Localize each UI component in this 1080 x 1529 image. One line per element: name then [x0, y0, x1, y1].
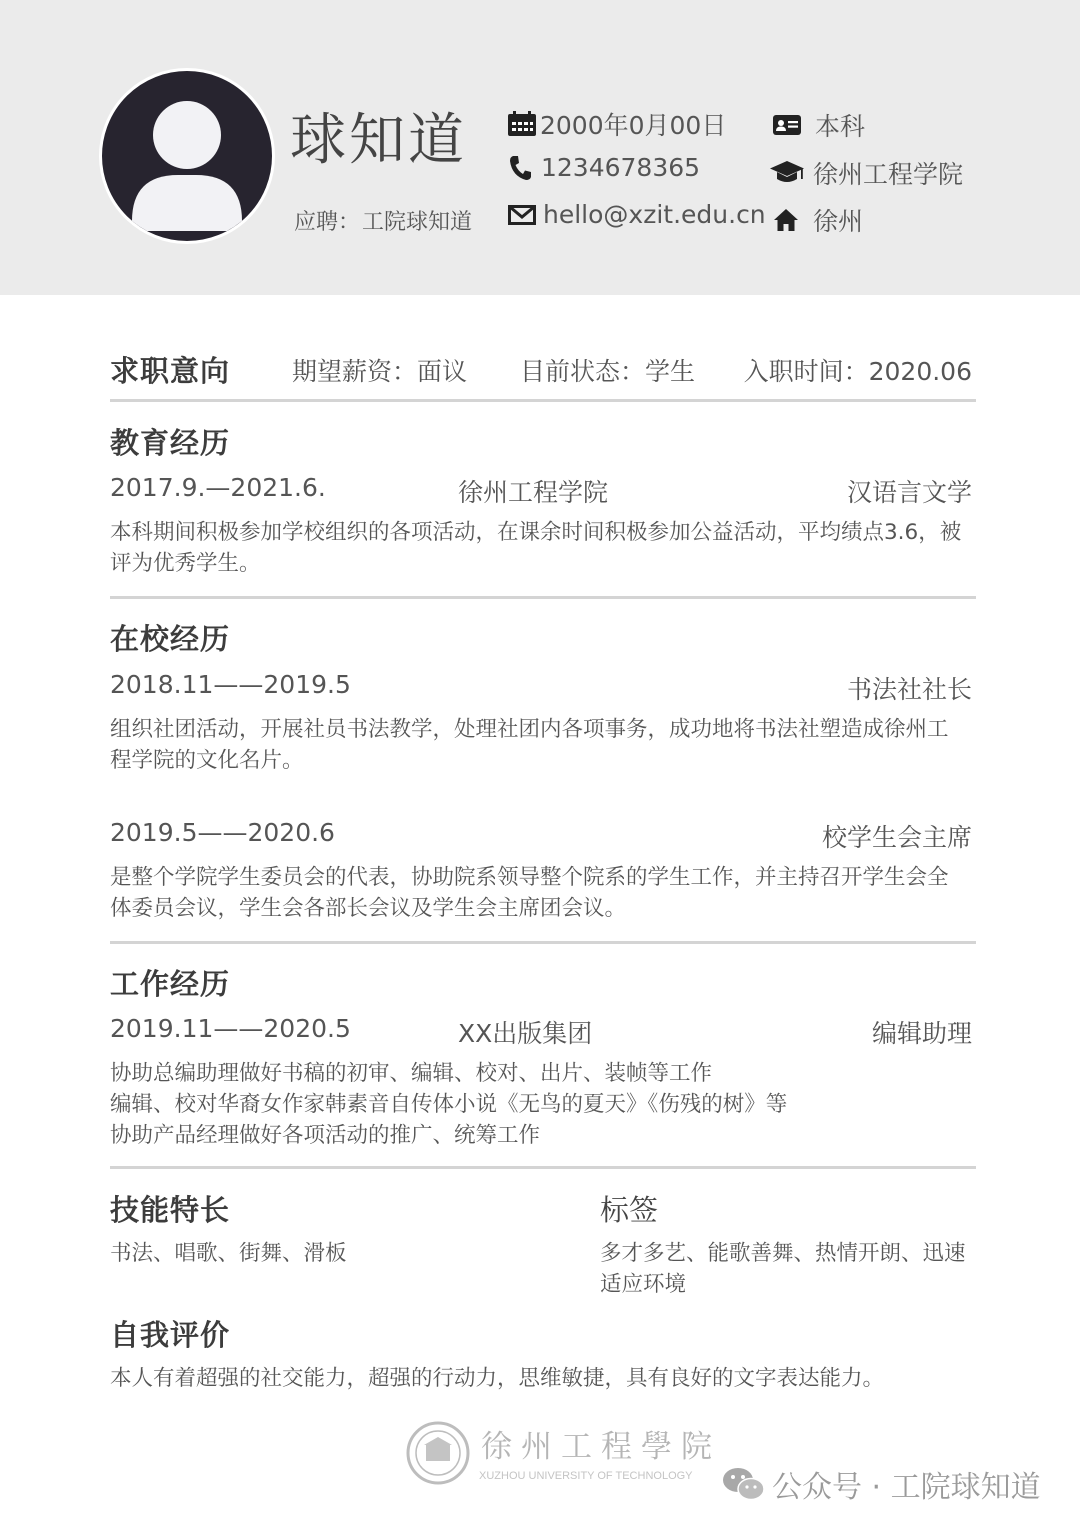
- email-info: [508, 200, 766, 229]
- university-logo: [405, 1417, 725, 1487]
- self-title: 自我评价: [110, 1318, 231, 1352]
- school-info: [769, 155, 963, 191]
- divider: [110, 941, 976, 944]
- avatar-icon: [99, 68, 275, 244]
- campus-title: 在校经历: [110, 622, 231, 656]
- phone-number: 1234678365: [541, 153, 701, 182]
- work-description: 协助总编助理做好书稿的初审、编辑、校对、出片、装帧等工作 编辑、校对华裔女作家韩素音自传体小说《无鸟的夏天》《伤残的树》等 协助产品经理做好各项活动的推广、统筹工作: [110, 1061, 788, 1148]
- intent-title: 求职意向: [110, 354, 231, 388]
- graduation-cap-icon: [769, 160, 805, 186]
- mail-icon: [508, 204, 536, 226]
- id-card-icon: [772, 113, 802, 137]
- home-icon: [773, 208, 799, 232]
- watermark-text: 公众号 · 工院球知道: [772, 1470, 1041, 1505]
- work-period: 2019.11——2020.5: [110, 1014, 351, 1043]
- degree: 本科: [815, 112, 866, 141]
- start-date: 入职时间：2020.06: [743, 357, 972, 386]
- school-name: 徐州工程学院: [813, 160, 964, 189]
- divider: [110, 399, 976, 402]
- phone-icon: [508, 155, 532, 181]
- university-name-cn: 徐州工程學院: [481, 1429, 721, 1465]
- tags-text: 多才多艺、能歌善舞、热情开朗、迅速 适应环境: [600, 1241, 966, 1297]
- skills-text: 书法、唱歌、街舞、滑板: [110, 1241, 347, 1266]
- education-description: 本科期间积极参加学校组织的各项活动，在课余时间积极参加公益活动，平均绩点3.6，被 评为优秀学生。: [110, 520, 962, 576]
- campus-description: 组织社团活动，开展社员书法教学，处理社团内各项事务，成功地将书法社塑造成徐州工 程学院的文化名片。: [110, 717, 949, 773]
- wechat-icon: [722, 1466, 766, 1502]
- birth-info: [507, 106, 726, 142]
- apply-value: 工院球知道: [362, 210, 473, 235]
- campus-role: 书法社社长: [846, 675, 972, 704]
- calendar-icon: [507, 111, 537, 137]
- work-company: XX出版集团: [458, 1019, 593, 1048]
- apply-label: 应聘：: [294, 210, 361, 235]
- campus-description: 是整个学院学生委员会的代表，协助院系领导整个院系的学生工作，并主持召开学生会全 体委员会议，学生会各部长会议及学生会主席团会议。: [110, 865, 949, 921]
- candidate-name: 球知道: [290, 108, 467, 173]
- degree-info: [772, 107, 865, 143]
- wechat-watermark: [722, 1462, 1041, 1506]
- tags-title: 标签: [600, 1193, 659, 1227]
- expected-salary: 期望薪资：面议: [292, 357, 468, 386]
- phone-info: [508, 153, 700, 182]
- skills-title: 技能特长: [110, 1193, 231, 1227]
- email-address: hello@xzit.edu.cn: [543, 200, 766, 229]
- self-text: 本人有着超强的社交能力，超强的行动力，思维敏捷，具有良好的文字表达能力。: [110, 1366, 885, 1391]
- birth-date: 2000年0月00日: [540, 111, 727, 140]
- current-status: 目前状态：学生: [520, 357, 696, 386]
- work-role: 编辑助理: [871, 1019, 972, 1048]
- campus-role: 校学生会主席: [821, 823, 972, 852]
- education-major: 汉语言文学: [846, 478, 972, 507]
- education-title: 教育经历: [110, 426, 231, 460]
- home-city: 徐州: [813, 207, 864, 236]
- education-school: 徐州工程学院: [458, 478, 609, 507]
- work-title: 工作经历: [110, 967, 231, 1001]
- education-period: 2017.9.—2021.6.: [110, 473, 326, 502]
- divider: [110, 596, 976, 599]
- campus-period: 2019.5——2020.6: [110, 818, 335, 847]
- home-info: [773, 202, 863, 238]
- divider: [110, 1166, 976, 1169]
- apply-position: [292, 205, 472, 236]
- university-name-en: XUZHOU UNIVERSITY OF TECHNOLOGY: [479, 1470, 693, 1482]
- campus-period: 2018.11——2019.5: [110, 670, 351, 699]
